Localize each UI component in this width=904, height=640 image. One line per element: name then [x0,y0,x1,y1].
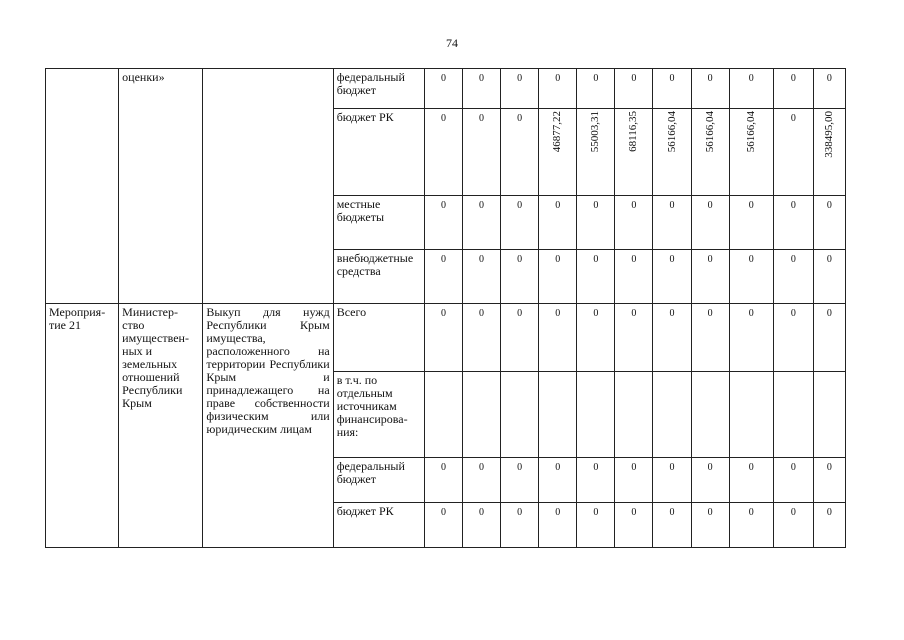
value-cell [773,250,813,304]
value-cell [463,196,501,250]
value-cell [729,69,773,109]
value-cell [729,304,773,372]
value-cell [653,503,691,548]
value-text: 0 [826,462,832,473]
value-text: 0 [479,462,485,473]
executor-cell: Министер-ство имуществен-ных и земельных отношений Республики Крым [119,304,203,548]
event-name-cell: Мероприя-тие 21 [46,304,119,548]
value-cell [729,109,773,196]
value-text: 0 [669,73,675,84]
description-cell: Выкуп для нужд Республики Крым имущества, расположенного на территории Республики Крым и принадлежащего на праве собственности физическим или юридическим лицам [203,304,333,548]
source-cell: федеральный бюджет [333,69,424,109]
value-cell [539,304,577,372]
value-cell [539,503,577,548]
value-text: 0 [593,200,599,211]
value-cell [691,196,729,250]
source-cell: местные бюджеты [333,196,424,250]
value-cell [653,69,691,109]
value-text: 0 [826,73,832,84]
table-row [46,69,846,109]
value-cell [615,250,653,304]
value-text: 0 [440,113,446,124]
value-cell [813,372,845,458]
value-cell [424,372,462,458]
value-cell [813,458,845,503]
value-cell [501,69,539,109]
table-row [46,304,846,372]
value-cell [424,69,462,109]
value-text: 0 [790,462,796,473]
value-text: 68116,35 [627,111,640,152]
value-cell [653,196,691,250]
source-cell: внебюджетные средства [333,250,424,304]
value-text: 56166,04 [703,111,716,153]
value-text: 0 [555,308,561,319]
value-cell [615,69,653,109]
value-text: 0 [555,73,561,84]
value-text: 0 [555,462,561,473]
value-cell [653,250,691,304]
value-cell [539,250,577,304]
value-cell [813,250,845,304]
value-cell [424,250,462,304]
value-text: 0 [707,308,713,319]
value-cell [729,372,773,458]
source-cell: бюджет РК [333,503,424,548]
value-cell [813,503,845,548]
value-text: 0 [631,308,637,319]
value-text: 0 [669,462,675,473]
value-cell [539,109,577,196]
value-cell [577,250,615,304]
description-cell [203,69,333,304]
value-cell [773,69,813,109]
value-cell [691,372,729,458]
source-cell: Всего [333,304,424,372]
value-cell [501,372,539,458]
value-cell [729,250,773,304]
value-cell [463,372,501,458]
value-cell [691,250,729,304]
value-cell [424,503,462,548]
value-text: 55003,31 [589,111,602,153]
value-cell [463,304,501,372]
value-cell [577,372,615,458]
value-text: 0 [593,507,599,518]
value-cell [691,69,729,109]
value-cell [813,304,845,372]
budget-table [45,68,846,548]
value-cell [463,69,501,109]
value-cell [501,109,539,196]
value-cell [691,458,729,503]
value-cell [615,304,653,372]
value-text: 0 [790,73,796,84]
value-cell [539,458,577,503]
value-text: 0 [748,73,754,84]
executor-cell: оценки» [119,69,203,304]
value-cell [577,503,615,548]
value-cell [424,458,462,503]
value-text: 0 [790,507,796,518]
value-cell [615,109,653,196]
value-text: 0 [440,308,446,319]
source-cell: в т.ч. по отдельным источникам финансирова-ния: [333,372,424,458]
value-text: 338495,00 [822,111,835,158]
value-cell [615,458,653,503]
value-cell [653,458,691,503]
value-text: 0 [707,462,713,473]
value-cell [615,372,653,458]
value-cell [729,503,773,548]
value-text: 0 [748,254,754,265]
value-cell [539,372,577,458]
event-name-cell [46,69,119,304]
value-text: 0 [826,507,832,518]
value-cell [653,304,691,372]
value-text: 0 [517,507,523,518]
value-text: 0 [748,200,754,211]
value-text: 0 [517,254,523,265]
value-cell [773,109,813,196]
value-cell [691,304,729,372]
source-cell: федеральный бюджет [333,458,424,503]
value-text: 0 [790,308,796,319]
value-cell [729,196,773,250]
value-cell [577,69,615,109]
value-text: 46877,22 [551,111,564,153]
value-text: 0 [707,507,713,518]
value-text: 0 [440,200,446,211]
value-text: 0 [593,308,599,319]
value-cell [577,458,615,503]
value-cell [653,109,691,196]
value-text: 0 [790,200,796,211]
value-cell [813,69,845,109]
value-cell [773,196,813,250]
value-text: 0 [748,507,754,518]
value-text: 0 [479,507,485,518]
value-text: 0 [555,254,561,265]
value-text: 0 [479,113,485,124]
value-text: 0 [790,254,796,265]
value-text: 0 [517,200,523,211]
value-cell [577,304,615,372]
value-cell [463,458,501,503]
value-text: 0 [440,462,446,473]
value-text: 0 [440,73,446,84]
value-text: 56166,04 [665,111,678,153]
value-text: 0 [555,200,561,211]
value-text: 0 [440,507,446,518]
value-text: 0 [479,308,485,319]
value-cell [691,109,729,196]
value-cell [424,304,462,372]
value-cell [501,250,539,304]
value-cell [773,304,813,372]
value-text: 0 [479,200,485,211]
value-cell [813,109,845,196]
value-cell [463,109,501,196]
value-text: 56166,04 [744,111,757,153]
value-text: 0 [631,507,637,518]
value-text: 0 [517,462,523,473]
value-text: 0 [631,200,637,211]
value-text: 0 [707,73,713,84]
value-text: 0 [440,254,446,265]
value-cell [463,250,501,304]
value-text: 0 [707,254,713,265]
value-text: 0 [479,73,485,84]
value-text: 0 [631,254,637,265]
value-text: 0 [593,73,599,84]
value-text: 0 [669,308,675,319]
value-text: 0 [748,462,754,473]
value-text: 0 [707,200,713,211]
value-text: 0 [748,308,754,319]
value-text: 0 [593,254,599,265]
value-cell [501,196,539,250]
value-text: 0 [826,200,832,211]
value-cell [577,196,615,250]
value-cell [691,503,729,548]
page-number: 74 [446,36,458,50]
value-cell [501,458,539,503]
value-cell [773,503,813,548]
value-cell [424,109,462,196]
value-text: 0 [790,113,796,124]
value-text: 0 [631,73,637,84]
value-text: 0 [631,462,637,473]
value-cell [501,304,539,372]
value-text: 0 [826,308,832,319]
value-cell [773,458,813,503]
value-text: 0 [555,507,561,518]
value-cell [539,196,577,250]
value-cell [577,109,615,196]
value-text: 0 [517,113,523,124]
value-cell [424,196,462,250]
value-cell [539,69,577,109]
value-text: 0 [593,462,599,473]
value-text: 0 [826,254,832,265]
value-cell [813,196,845,250]
value-text: 0 [479,254,485,265]
value-cell [773,372,813,458]
value-text: 0 [669,507,675,518]
value-cell [463,503,501,548]
value-text: 0 [669,200,675,211]
source-cell: бюджет РК [333,109,424,196]
value-cell [615,196,653,250]
value-cell [501,503,539,548]
value-text: 0 [517,308,523,319]
value-cell [615,503,653,548]
value-text: 0 [517,73,523,84]
value-cell [729,458,773,503]
value-cell [653,372,691,458]
value-text: 0 [669,254,675,265]
